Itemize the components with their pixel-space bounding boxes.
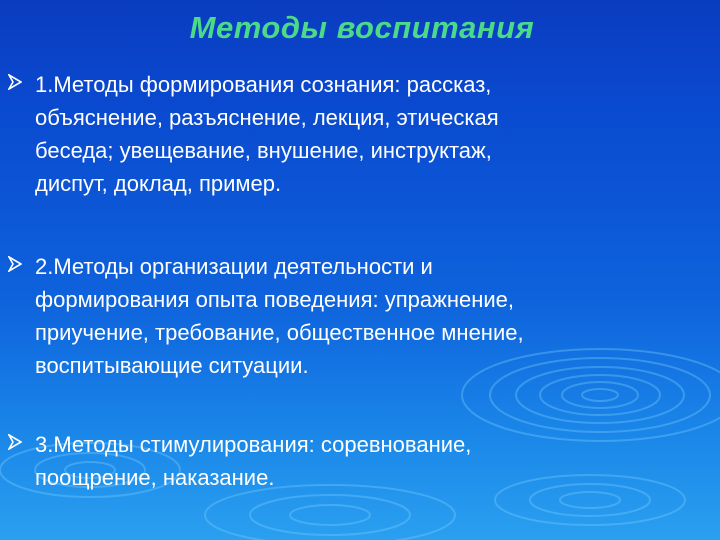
arrowhead-bullet-icon bbox=[8, 256, 22, 272]
arrowhead-bullet-icon bbox=[8, 434, 22, 450]
arrowhead-bullet-icon bbox=[8, 74, 22, 90]
bullet-text: 3.Методы стимулирования: соревнование, поощрение, наказание. bbox=[35, 432, 472, 490]
slide-title-text: Методы воспитания bbox=[189, 10, 535, 45]
bullet-text: 2.Методы организации деятельности и формирования опыта поведения: упражнение, приучение, требование, общественное мнение, воспитывающие ситуации. bbox=[35, 254, 524, 378]
bullet-text: 1.Методы формирования сознания: рассказ, объяснение, разъяснение, лекция, этическая беседа; увещевание, внушение, инструктаж, диспут, доклад, пример. bbox=[35, 72, 499, 196]
